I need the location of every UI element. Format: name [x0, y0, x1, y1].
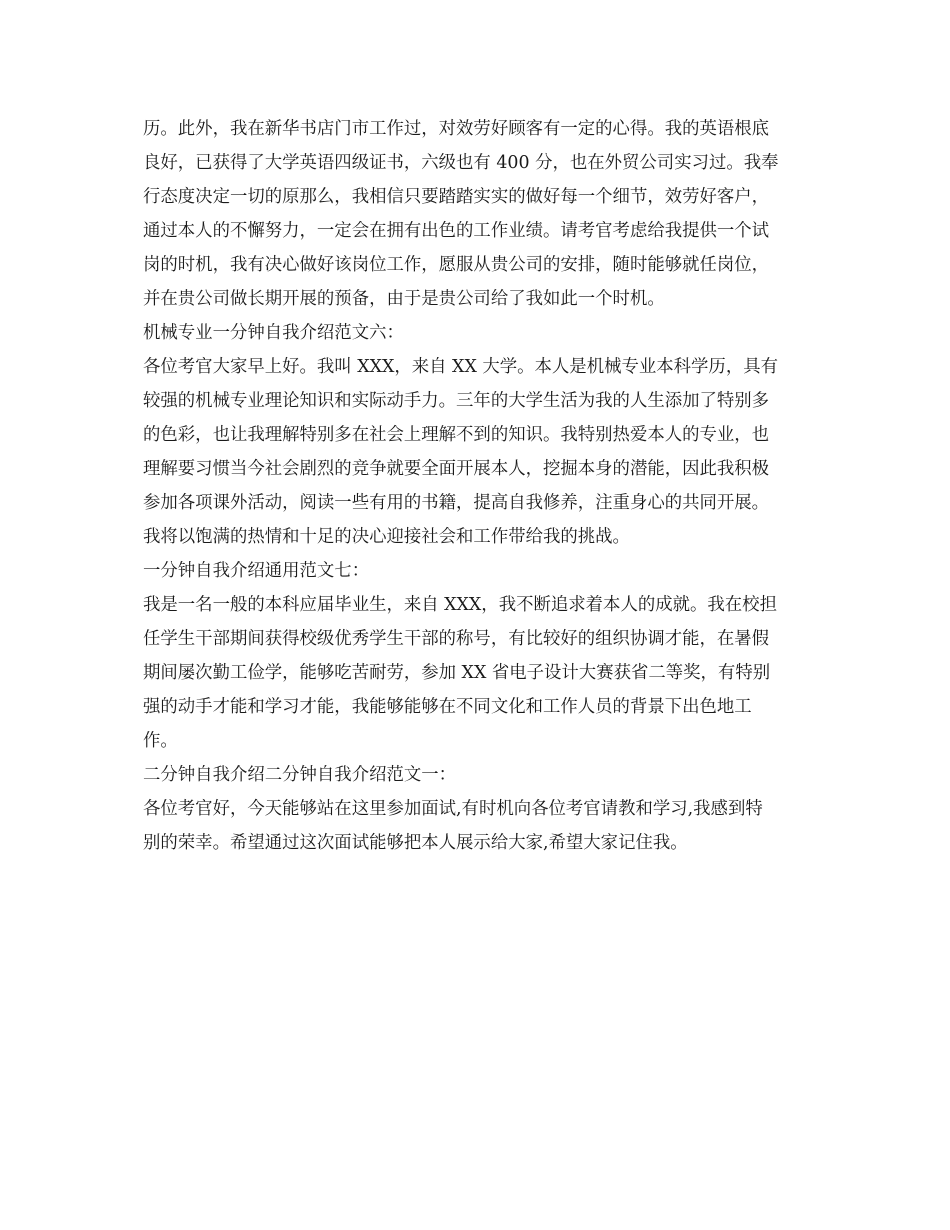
text-line: 我将以饱满的热情和十足的决心迎接社会和工作带给我的挑战。: [143, 527, 630, 547]
text-line: 别的荣幸。希望通过这次面试能够把本人展示给大家,希望大家记住我。: [143, 833, 688, 853]
text-line: 我是一名一般的本科应届毕业生，来自 XXX，我不断追求着本人的成就。我在校担: [143, 595, 777, 615]
document-body: [143, 112, 823, 860]
text-line: 各位考官大家早上好。我叫 XXX，来自 XX 大学。本人是机械专业本科学历，具有: [143, 357, 778, 377]
text-line: 理解要习惯当今社会剧烈的竞争就要全面开展本人，挖掘本身的潜能，因此我积极: [143, 459, 770, 479]
text-line: 参加各项课外活动，阅读一些有用的书籍，提高自我修养，注重身心的共同开展。: [143, 493, 770, 513]
text-line: 行态度决定一切的原那么，我相信只要踏踏实实的做好每一个细节，效劳好客户，: [143, 187, 770, 207]
text-line: 任学生干部期间获得校级优秀学生干部的称号，有比较好的组织协调才能，在暑假: [143, 629, 770, 649]
text-line: 良好，已获得了大学英语四级证书，六级也有 400 分，也在外贸公司实习过。我奉: [143, 153, 779, 173]
text-line: 较强的机械专业理论知识和实际动手力。三年的大学生活为我的人生添加了特别多: [143, 391, 770, 411]
text-line: 并在贵公司做长期开展的预备，由于是贵公司给了我如此一个时机。: [143, 289, 665, 309]
text-line: 强的动手才能和学习才能，我能够能够在不同文化和工作人员的背景下出色地工: [143, 697, 752, 717]
text-line: 的色彩，也让我理解特别多在社会上理解不到的知识。我特别热爱本人的专业，也: [143, 425, 770, 445]
text-line: 岗的时机，我有决心做好该岗位工作，愿服从贵公司的安排，随时能够就任岗位，: [143, 255, 770, 275]
text-line: 作。: [143, 731, 178, 751]
section-heading: 一分钟自我介绍通用范文七：: [143, 561, 370, 581]
text-line: 历。此外，我在新华书店门市工作过，对效劳好顾客有一定的心得。我的英语根底: [143, 119, 770, 139]
text-line: 通过本人的不懈努力，一定会在拥有出色的工作业绩。请考官考虑给我提供一个试: [143, 221, 770, 241]
text-line: 期间屡次勤工俭学，能够吃苦耐劳，参加 XX 省电子设计大赛获省二等奖，有特别: [143, 663, 771, 683]
section-heading: 二分钟自我介绍二分钟自我介绍范文一：: [143, 765, 457, 785]
text-line: 各位考官好，今天能够站在这里参加面试,有时机向各位考官请教和学习,我感到特: [143, 799, 763, 819]
section-heading: 机械专业一分钟自我介绍范文六：: [143, 323, 404, 343]
